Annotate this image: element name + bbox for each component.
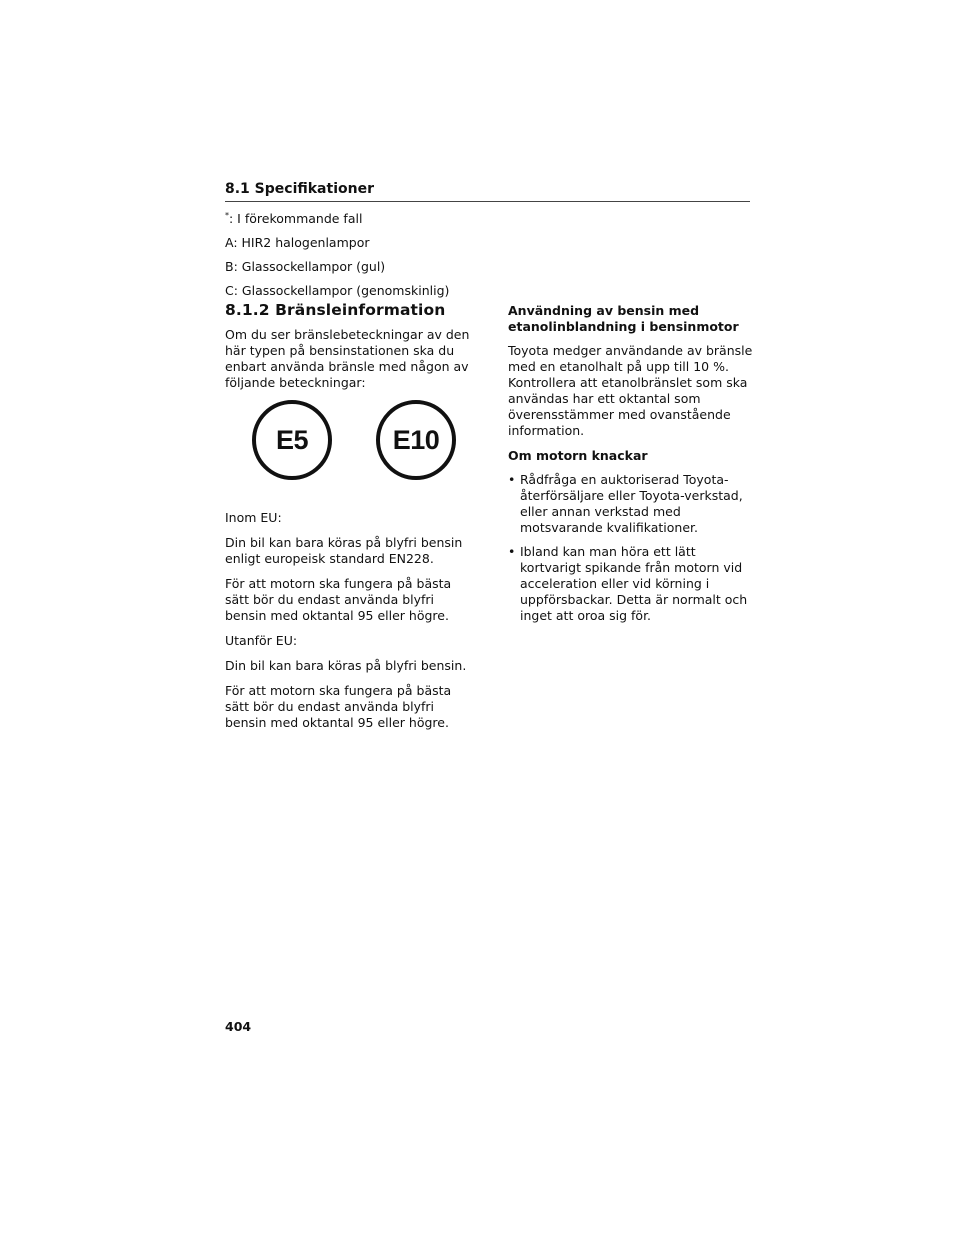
knocking-heading: Om motorn knackar <box>508 448 648 463</box>
fuel-info-heading: 8.1.2 Bränsleinformation <box>225 301 446 319</box>
list-item <box>508 544 753 624</box>
fuel-label-badges <box>225 400 475 496</box>
footnote-mark: * <box>225 211 229 220</box>
list-item-text: Rådfråga en auktoriserad Toyota-återförsäljare eller Toyota-verkstad, eller annan verkstad med motsvarande kvalifikationer. <box>520 472 743 535</box>
e5-fuel-badge: E5 <box>252 400 332 480</box>
bulb-legend <box>225 208 485 307</box>
bullet-glyph: • <box>508 544 516 559</box>
ethanol-paragraph: Toyota medger användande av bränsle med en etanolhalt på upp till 10 %. Kontrollera att etanolbränslet som ska användas har ett oktantal som överensstämmer med ovanstående information. <box>508 343 753 438</box>
inside-eu-octane: För att motorn ska fungera på bästa sätt bör du endast använda blyfri bensin med oktantal 95 eller högre. <box>225 576 452 623</box>
legend-item-b: B: Glassockellampor (gul) <box>225 259 386 275</box>
legend-item-c: C: Glassockellampor (genomskinlig) <box>225 283 450 299</box>
section-title: 8.1 Specifikationer <box>225 181 374 197</box>
list-item <box>508 472 753 536</box>
fuel-label-intro: Om du ser bränslebeteckningar av den här typen på bensinstationen ska du enbart använda bränsle med någon av följande beteckningar: <box>225 327 470 390</box>
ethanol-heading: Användning av bensin med etanolinblandning i bensinmotor <box>508 303 739 334</box>
inside-eu-standard: Din bil kan bara köras på blyfri bensin enligt europeisk standard EN228. <box>225 535 463 566</box>
inside-eu-label: Inom EU: <box>225 510 282 525</box>
outside-eu-fuel: Din bil kan bara köras på blyfri bensin. <box>225 658 467 673</box>
footnote <box>225 208 485 227</box>
legend-item-a: A: HIR2 halogenlampor <box>225 235 370 251</box>
ethanol-column <box>508 303 753 632</box>
list-item-text: Ibland kan man höra ett lätt kortvarigt spikande från motorn vid acceleration eller vid körning i uppförsbackar. Detta är normalt och inget att oroa sig för. <box>520 544 748 623</box>
knocking-list <box>508 472 753 624</box>
footnote-text: : I förekommande fall <box>229 211 363 227</box>
outside-eu-octane: För att motorn ska fungera på bästa sätt bör du endast använda blyfri bensin med oktantal 95 eller högre. <box>225 683 452 730</box>
bullet-glyph: • <box>508 472 516 487</box>
fuel-info-column <box>225 302 475 740</box>
outside-eu-label: Utanför EU: <box>225 633 298 648</box>
page-number: 404 <box>225 1019 252 1034</box>
e10-fuel-badge: E10 <box>376 400 456 480</box>
section-header <box>225 178 750 202</box>
